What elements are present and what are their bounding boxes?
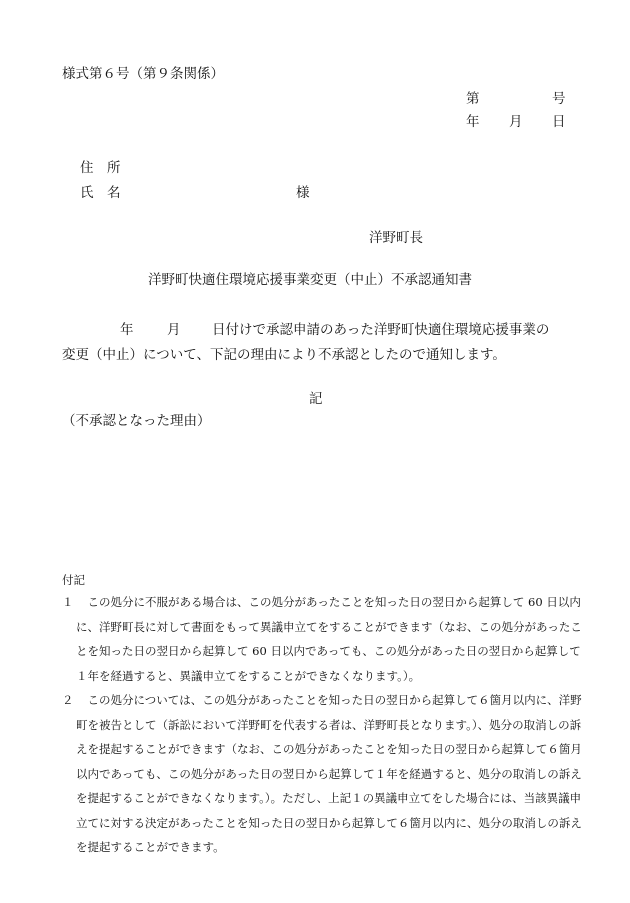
appendix-notes	[62, 590, 584, 860]
date-month: 月	[509, 114, 523, 130]
ki-mark: 記	[309, 391, 323, 407]
issuer: 洋野町長	[369, 230, 423, 246]
doc-number-go: 号	[552, 91, 566, 107]
body-year: 年	[120, 322, 134, 338]
sama-suffix: 様	[296, 185, 310, 201]
name-label: 氏 名	[80, 185, 121, 201]
appendix-item-text: この処分については、この処分があったことを知った日の翌日から起算して６箇月以内に、洋野町を被告として（訴訟において洋野町を代表する者は、洋野町長となります。）、処分の取消しの訴えを提起することができます（なお、この処分があったことを知った日の翌日から起算して６箇月以内であっても、この処分があった日の翌日から起算して１年を経過すると、処分の取消しの訴えを提起することができなくなります。）。ただし、上記１の異議申立てをした場合には、当該異議申立てに対する決定があったことを知った日の翌日から起算して６箇月以内に、処分の取消しの訴えを提起することができます。	[76, 693, 582, 854]
body-line2: 変更（中止）について、下記の理由により不承認としたので通知します。	[62, 347, 506, 363]
appendix-heading: 付記	[62, 573, 85, 587]
appendix-item-text: この処分に不服がある場合は、この処分があったことを知った日の翌日から起算して 60 日以内に、洋野町長に対して書面をもって異議申立てをすることができます（なお、この処分があったことを知った日の翌日から起算して 60 日以内であっても、この処分があった日の翌日から起算して１年を経過すると、異議申立てをすることができなくなります。）。	[76, 595, 582, 683]
form-label: 様式第６号（第９条関係）	[62, 66, 224, 82]
appendix-item	[62, 590, 584, 688]
appendix-item	[62, 688, 584, 860]
appendix-item-number: ２	[62, 693, 74, 707]
document-title: 洋野町快適住環境応援事業変更（中止）不承認通知書	[148, 272, 472, 288]
address-label: 住 所	[80, 160, 121, 176]
body-month: 月	[167, 322, 181, 338]
date-year: 年	[466, 114, 480, 130]
appendix-item-number: １	[62, 595, 74, 609]
date-day: 日	[552, 114, 566, 130]
body-line1-rest: 日付けで承認申請のあった洋野町快適住環境応援事業の	[212, 322, 550, 338]
doc-number-dai: 第	[466, 91, 480, 107]
reason-label: （不承認となった理由）	[62, 413, 211, 429]
